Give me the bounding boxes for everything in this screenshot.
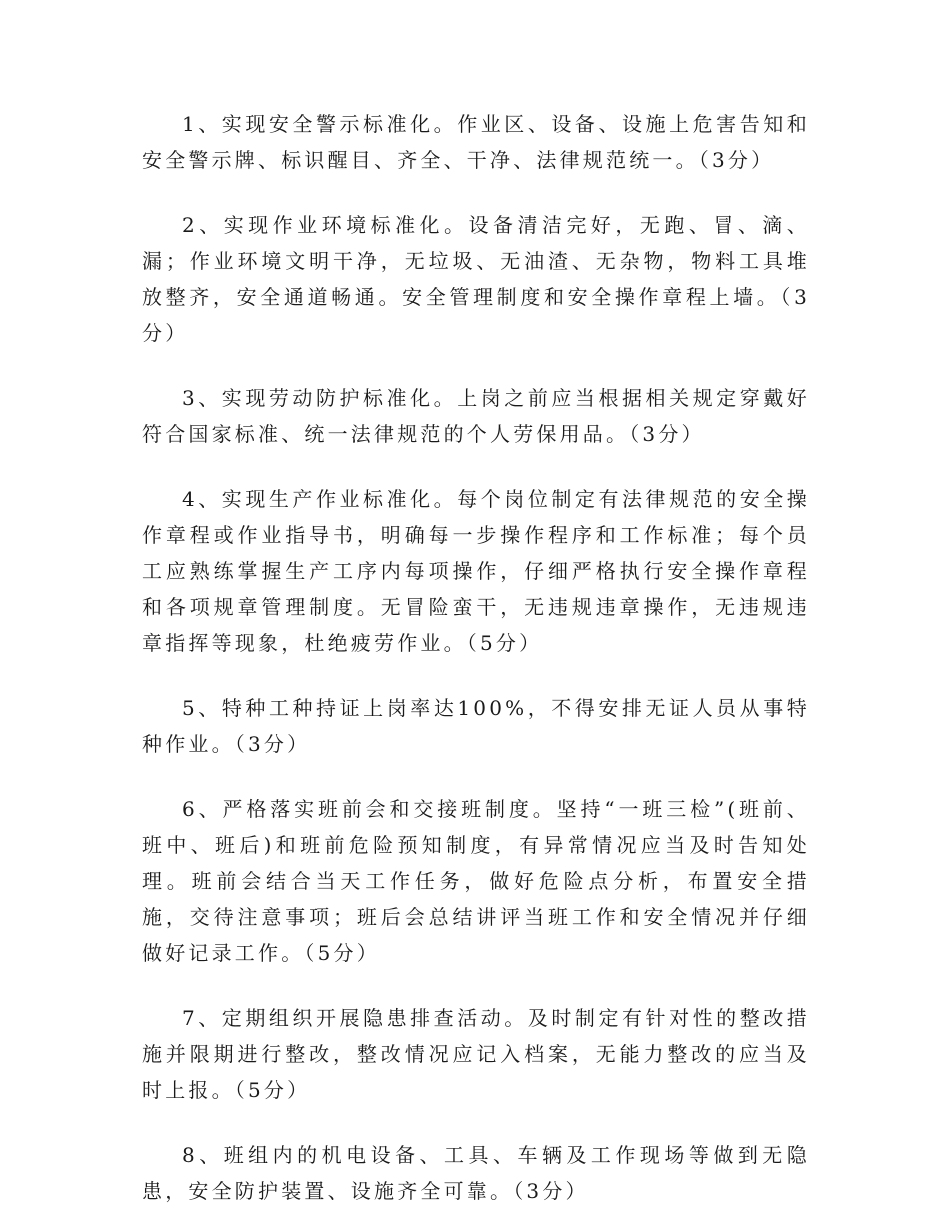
paragraph-3: 3、实现劳动防护标准化。上岗之前应当根据相关规定穿戴好符合国家标准、统一法律规范的个人劳保用品。（3分） — [142, 386, 810, 446]
paragraph-8: 8、班组内的机电设备、工具、车辆及工作现场等做到无隐患，安全防护装置、设施齐全可靠。（3分） — [142, 1143, 810, 1203]
paragraph-2: 2、实现作业环境标准化。设备清洁完好，无跑、冒、滴、漏；作业环境文明干净，无垃圾、无油渣、无杂物，物料工具堆放整齐，安全通道畅通。安全管理制度和安全操作章程上墙。（3分） — [142, 213, 810, 345]
paragraph-1: 1、实现安全警示标准化。作业区、设备、设施上危害告知和安全警示牌、标识醒目、齐全、干净、法律规范统一。（3分） — [142, 112, 810, 172]
paragraph-5: 5、特种工种持证上岗率达100%，不得安排无证人员从事特种作业。（3分） — [142, 696, 810, 756]
paragraph-4: 4、实现生产作业标准化。每个岗位制定有法律规范的安全操作章程或作业指导书，明确每一步操作程序和工作标准；每个员工应熟练掌握生产工序内每项操作，仔细严格执行安全操作章程和各项规章管理制度。无冒险蛮干，无违规违章操作，无违规违章指挥等现象，杜绝疲劳作业。（5分） — [142, 487, 810, 655]
paragraph-7: 7、定期组织开展隐患排查活动。及时制定有针对性的整改措施并限期进行整改，整改情况应记入档案，无能力整改的应当及时上报。（5分） — [142, 1006, 810, 1102]
paragraph-6: 6、严格落实班前会和交接班制度。坚持“一班三检”(班前、班中、班后)和班前危险预知制度，有异常情况应当及时告知处理。班前会结合当天工作任务，做好危险点分析，布置安全措施，交待注意事项；班后会总结讲评当班工作和安全情况并仔细做好记录工作。（5分） — [142, 797, 810, 965]
